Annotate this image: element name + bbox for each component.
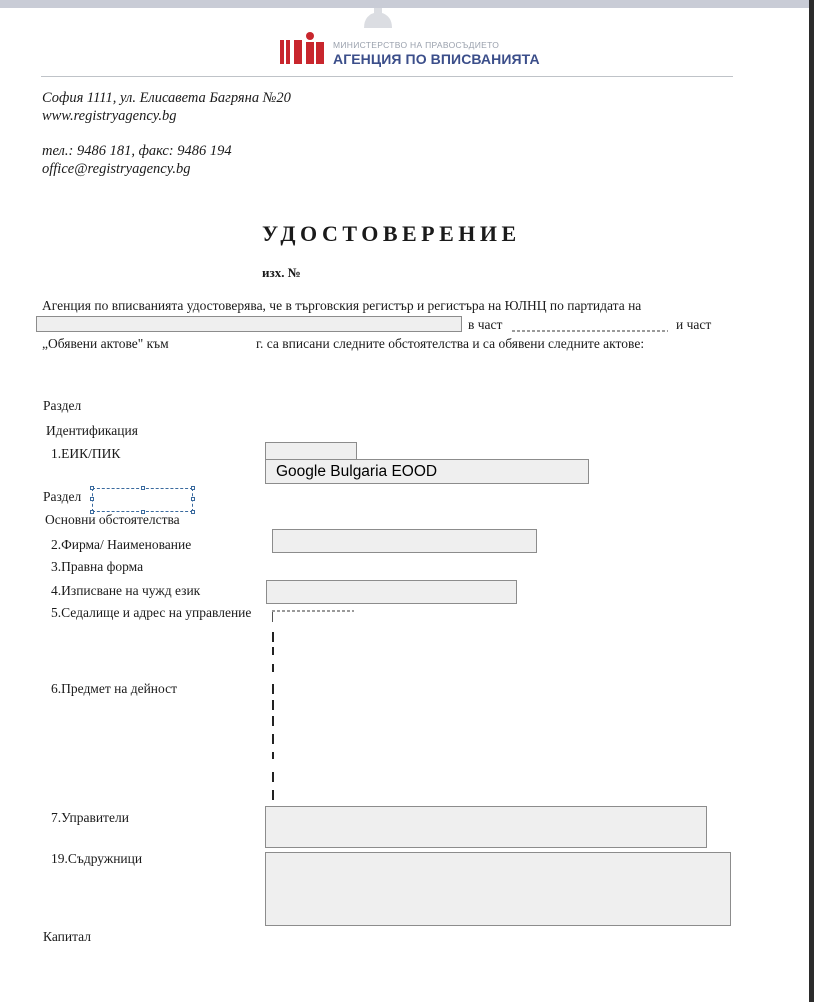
- managers-field[interactable]: [265, 806, 707, 848]
- business-scope-label: 6.Предмет на дейност: [51, 681, 177, 696]
- resize-handle[interactable]: [90, 497, 94, 501]
- agency-name: АГЕНЦИЯ ПО ВПИСВАНИЯТА: [333, 51, 540, 67]
- text-fragment: [272, 716, 274, 726]
- text-fragment: [272, 664, 274, 672]
- company-name-field[interactable]: [265, 459, 589, 484]
- intro-line-1: Агенция по вписванията удостоверява, че в търговския регистър и регистъра на ЮЛНЦ по партидата на: [42, 298, 642, 313]
- intro-line-3-end: г. са вписани следните обстоятелства и са обявени следните актове:: [256, 336, 645, 351]
- eik-label: 1.ЕИК/ПИК: [51, 446, 121, 461]
- text-fragment: [272, 790, 274, 800]
- agency-phone: тел.: 9486 181, факс: 9486 194: [42, 143, 232, 159]
- seat-address-label: 5.Седалище и адрес на управление: [51, 605, 252, 620]
- section-main-subtitle: Основни обстоятелства: [45, 512, 180, 527]
- partners-field[interactable]: [265, 852, 731, 926]
- agency-address: София 1111, ул. Елисавета Багряна №20: [42, 90, 291, 106]
- resize-handle[interactable]: [191, 486, 195, 490]
- capital-label: Капитал: [43, 929, 92, 944]
- foreign-name-field[interactable]: [266, 580, 517, 604]
- seat-address-fragment: [272, 610, 354, 612]
- text-fragment: [272, 700, 274, 710]
- ministry-name: МИНИСТЕРСТВО НА ПРАВОСЪДИЕТО: [333, 40, 500, 50]
- header-divider: [41, 76, 733, 77]
- text-fragment: [272, 772, 274, 782]
- section-identification-title: Раздел: [43, 398, 82, 413]
- firm-name-label: 2.Фирма/ Наименование: [51, 537, 192, 552]
- firm-name-field[interactable]: [272, 529, 537, 553]
- resize-handle[interactable]: [191, 510, 195, 514]
- partners-label: 19.Съдружници: [51, 851, 143, 866]
- document-title: УДОСТОВЕРЕНИЕ: [262, 221, 521, 246]
- section-identification-subtitle: Идентификация: [46, 423, 138, 438]
- seat-address-edge: [272, 612, 273, 622]
- part-a-label: в част: [468, 317, 503, 332]
- legal-form-label: 3.Правна форма: [51, 559, 144, 574]
- resize-handle[interactable]: [90, 486, 94, 490]
- agency-website: www.registryagency.bg: [42, 108, 177, 124]
- agency-email: office@registryagency.bg: [42, 161, 191, 177]
- part-b-label: и част: [676, 317, 712, 332]
- viewer-right-edge: [809, 0, 814, 1002]
- section-main-title: Раздел: [43, 489, 82, 504]
- selection-frame[interactable]: [92, 488, 193, 512]
- company-name-value: Google Bulgaria EOOD: [276, 463, 438, 480]
- part-a-placeholder: [512, 330, 668, 332]
- managers-label: 7.Управители: [51, 810, 129, 825]
- text-fragment: [272, 647, 274, 655]
- intro-line-3-start: „Обявени актове" към: [42, 336, 169, 351]
- text-fragment: [272, 752, 274, 759]
- text-fragment: [272, 734, 274, 744]
- viewer-top-bar: [0, 0, 814, 8]
- resize-handle[interactable]: [141, 486, 145, 490]
- company-partition-field[interactable]: [36, 316, 462, 332]
- agency-logo-icon: [280, 30, 326, 64]
- foreign-name-label: 4.Изписване на чужд език: [51, 583, 201, 598]
- reference-number-label: изх. №: [262, 265, 301, 280]
- text-fragment: [272, 632, 274, 642]
- resize-handle[interactable]: [191, 497, 195, 501]
- coat-of-arms-icon: [360, 8, 396, 30]
- text-fragment: [272, 684, 274, 694]
